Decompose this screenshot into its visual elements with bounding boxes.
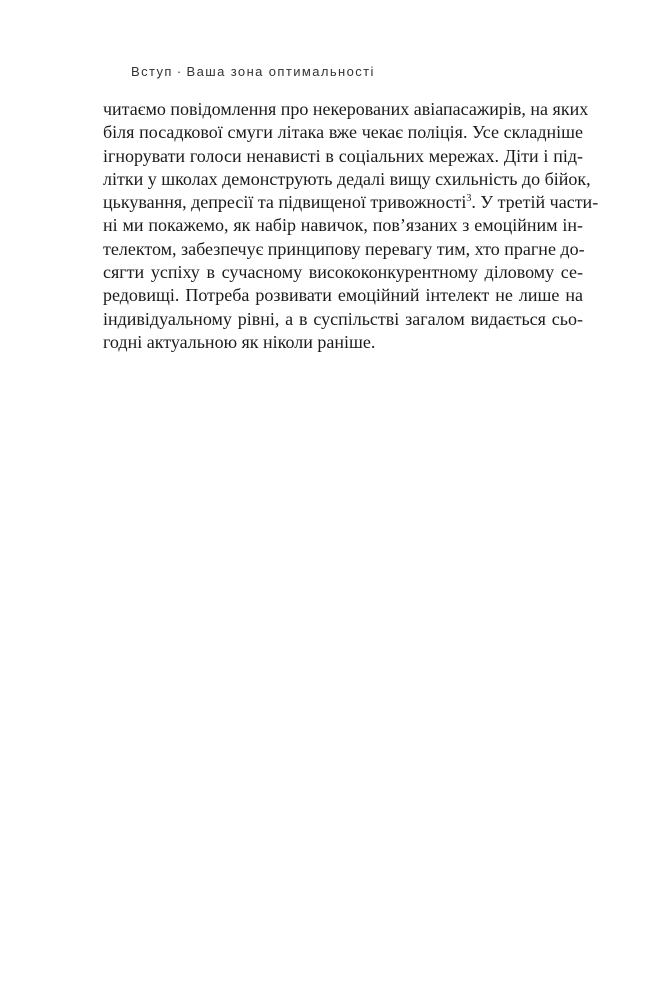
footnote-reference: 3: [466, 193, 472, 205]
text-line: годні актуальною як ніколи раніше.: [103, 331, 376, 352]
body-paragraph: [103, 98, 599, 354]
text-line: ні ми покажемо, як набір навичок, пов’язаних з емоційним ін-: [103, 215, 583, 236]
text-line: індивідуальному рівні, а в суспільстві загалом видається сьо-: [103, 308, 583, 329]
text-line-segment: . У третій части-: [471, 192, 599, 213]
running-head-section: Вступ: [131, 64, 173, 79]
text-line: сягти успіху в сучасному висококонкурентному діловому се-: [103, 262, 583, 283]
text-line: ігнорувати голоси ненависті в соціальних мережах. Діти і під-: [103, 145, 583, 166]
running-head-title: Ваша зона оптимальності: [186, 64, 375, 79]
text-line: літки у школах демонструють дедалі вищу схильність до бійок,: [103, 168, 591, 189]
text-line: редовищі. Потреба розвивати емоційний інтелект не лише на: [103, 285, 583, 306]
text-line: біля посадкової смуги літака вже чекає поліція. Усе складніше: [103, 122, 583, 143]
text-line: читаємо повідомлення про некерованих авіапасажирів, на яких: [103, 99, 589, 119]
text-line: [103, 191, 599, 214]
text-line: телектом, забезпечує принципову перевагу тим, хто прагне до-: [103, 238, 585, 259]
running-head-separator: ·: [176, 64, 183, 79]
running-head: [131, 64, 375, 79]
text-line-segment: цькування, депресії та підвищеної тривожності: [103, 192, 467, 213]
